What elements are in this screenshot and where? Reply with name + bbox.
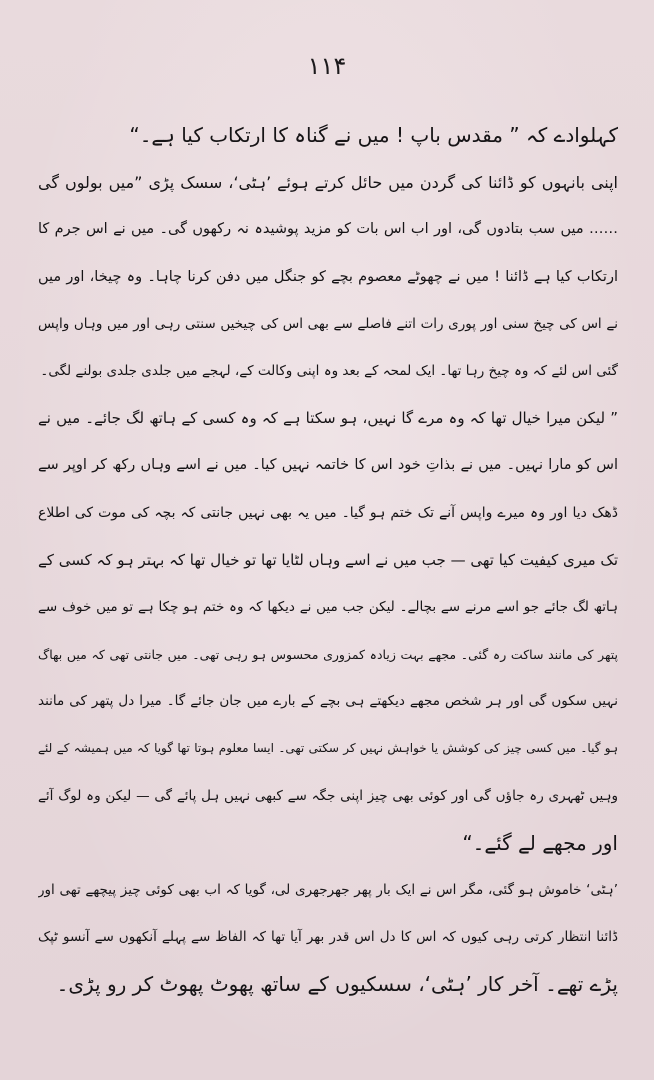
text-line: ڈائنا انتظار کرتی رہی کیوں کہ اس کا دل اس قدر بھر آیا تھا کہ الفاظ سے پہلے آنکھوں سے آنسو ٹپک [38, 929, 618, 946]
text-line: اور مجھے لے گئے۔“ [462, 830, 618, 855]
text-line: ڈھک دیا اور وہ میرے واپس آنے تک ختم ہو گیا۔ میں یہ بھی نہیں جانتی کہ بچہ کی موت کی اطلاع [38, 504, 618, 521]
text-line: ” لیکن میرا خیال تھا کہ وہ مرے گا نہیں، ہو سکتا ہے کہ وہ کسی کے ہاتھ لگ جائے۔ میں نے [38, 409, 618, 428]
text-line: ’ہٹی‘ خاموش ہو گئی، مگر اس نے ایک بار پھر جھرجھری لی، گویا کہ اب بھی کوئی چیز پیچھے تھی اور [38, 882, 618, 898]
text-line: اپنی بانہوں کو ڈائنا کی گردن میں حائل کرتے ہوئے ’ہٹی‘، سسک پڑی ”میں بولوں گی [38, 173, 618, 193]
text-line: ارتکاب کیا ہے ڈائنا ! میں نے چھوٹے معصوم بچے کو جنگل میں دفن کرنا چاہا۔ وہ چیخا، اور میں [38, 268, 618, 285]
text-line: نہیں سکوں گی اور ہر شخص مجھے دیکھتے ہی بچے کے بارے میں جان جائے گا۔ میرا دل پتھر کی مانند [38, 693, 618, 710]
text-line: …… میں سب بتادوں گی، اور اب اس بات کو مزید پوشیدہ نہ رکھوں گی۔ میں نے اس جرم کا [38, 221, 618, 238]
text-line: کہلوادے کہ ” مقدس باپ ! میں نے گناہ کا ارتکاب کیا ہے۔“ [129, 123, 618, 147]
text-line: پتھر کی مانند ساکت رہ گئی۔ مجھے بہت زیادہ کمزوری محسوس ہو رہی تھی۔ میں جانتی تھی کہ میں بھاگ [38, 647, 618, 663]
text-line: اس کو مارا نہیں۔ میں نے بذاتِ خود اس کا خاتمہ نہیں کیا۔ میں نے اسے وہاں رکھ کر اوپر سے [38, 457, 618, 474]
body-text [38, 112, 618, 1009]
text-line: وہیں ٹھہری رہ جاؤں گی اور کوئی بھی چیز اپنی جگہ سے کبھی نہیں ہل پائے گی — لیکن وہ لوگ آئے [38, 787, 618, 804]
text-line: ہو گیا۔ میں کسی چیز کی کوشش یا خواہش نہیں کر سکتی تھی۔ ایسا معلوم ہوتا تھا گویا کہ میں ہمیشہ کے لئے [38, 741, 618, 756]
text-line: نے اس کی چیخ سنی اور پوری رات اتنے فاصلے سے بھی اس کی چیخیں سنتی رہی اور میں وہاں واپس [38, 315, 618, 332]
text-line: ہاتھ لگ جائے جو اسے مرنے سے بچالے۔ لیکن جب میں نے دیکھا کہ وہ ختم ہو چکا ہے تو میں خوف سے [38, 598, 618, 615]
text-line: پڑے تھے۔ آخر کار ’ہٹی‘، سسکیوں کے ساتھ پھوٹ پھوٹ کر رو پڑی۔ [56, 972, 618, 997]
text-line: گئی اس لئے کہ وہ چیخ رہا تھا۔ ایک لمحہ کے بعد وہ اپنی وکالت کے، لہجے میں جلدی جلدی بولنے لگی۔ [40, 362, 618, 379]
page-number: ۱۱۴ [307, 52, 347, 80]
text-line: تک میری کیفیت کیا تھی — جب میں نے اسے وہاں لٹایا تھا تو خیال تھا کہ بہتر ہو کہ کسی کے [38, 550, 618, 569]
